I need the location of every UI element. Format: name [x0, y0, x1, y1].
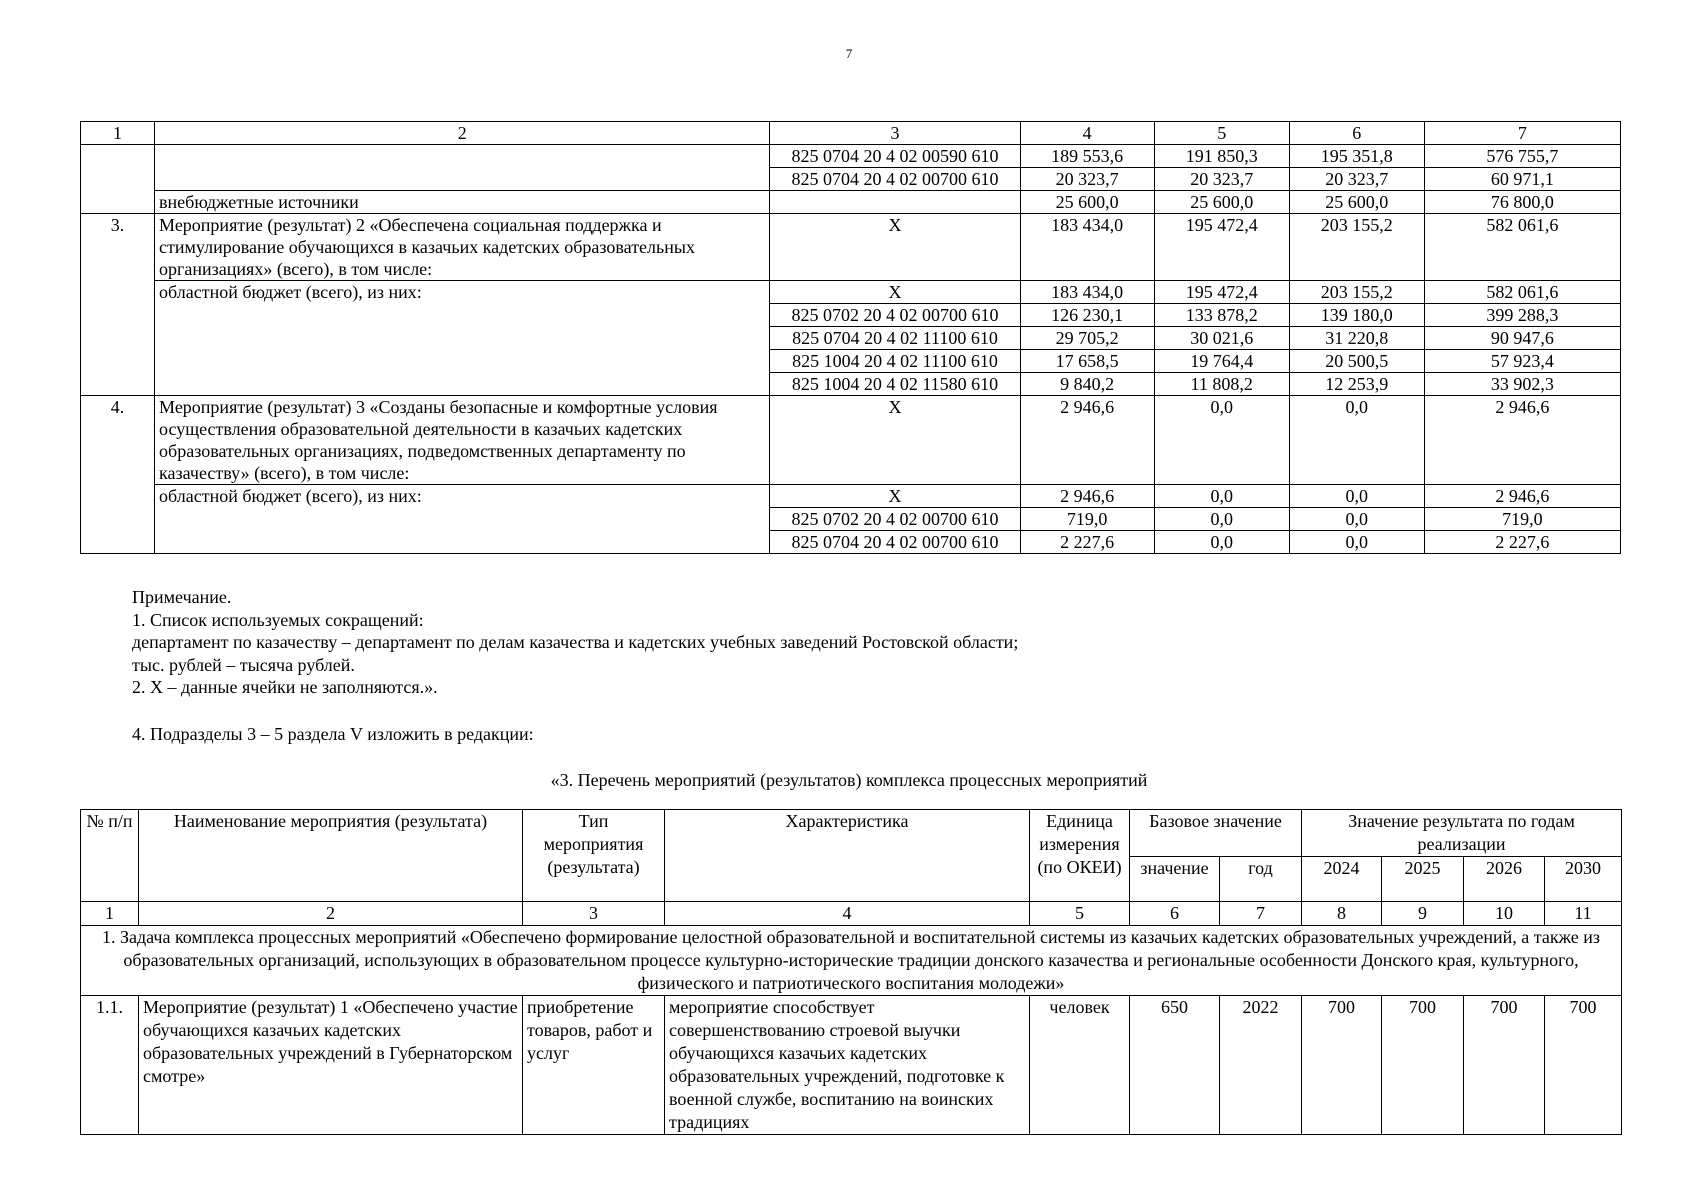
task-description: 1. Задача комплекса процессных мероприятий «Обеспечено формирование целостной образовательной и воспитательной системы из казачьих кадетских образовательных учреждений, а также из образовательных организаций, использующих в образовательном процессе культурно-исторические традиции донского казачества и региональные особенности Донского края, культурного, физического и патриотического воспитания молодежи»: [81, 926, 1622, 996]
cell-value: 60 971,1: [1424, 168, 1620, 191]
note-line: 1. Список используемых сокращений:: [132, 609, 424, 630]
table-row: [81, 485, 1621, 508]
table-row: [81, 281, 1621, 304]
col-header-year: 2024: [1302, 857, 1382, 902]
col-header-type: Тип мероприятия (результата): [523, 810, 665, 902]
col-number: 4: [665, 902, 1030, 926]
cell-value: 17 658,5: [1020, 350, 1154, 373]
col-number: 11: [1545, 902, 1622, 926]
cell-value-2025: 700: [1382, 996, 1464, 1135]
table-row: [81, 191, 1621, 214]
col-number: 3: [523, 902, 665, 926]
cell-value: 195 472,4: [1154, 214, 1289, 281]
cell-value: 0,0: [1154, 485, 1289, 508]
cell-value: 2 227,6: [1424, 531, 1620, 554]
cell-value: 126 230,1: [1020, 304, 1154, 327]
col-header-num: № п/п: [81, 810, 139, 902]
cell-value: 189 553,6: [1020, 145, 1154, 168]
cell-value: 0,0: [1154, 508, 1289, 531]
cell-value: 30 021,6: [1154, 327, 1289, 350]
col-header-unit: Единица измерения (по ОКЕИ): [1030, 810, 1130, 902]
col-header-year: 2025: [1382, 857, 1464, 902]
cell-value: 0,0: [1289, 396, 1424, 485]
cell-name: Мероприятие (результат) 3 «Созданы безопасные и комфортные условия осуществления образовательной деятельности в казачьих кадетских образовательных организациях, подведомственных департаменту по казачеству» (всего), в том числе:: [155, 396, 770, 485]
col-header-characteristic: Характеристика: [665, 810, 1030, 902]
table-row: [81, 145, 1621, 168]
cell-code: X: [770, 214, 1020, 281]
col-header: 5: [1154, 122, 1289, 145]
cell-name: областной бюджет (всего), из них:: [155, 281, 770, 396]
cell-value: 0,0: [1289, 508, 1424, 531]
col-number: 9: [1382, 902, 1464, 926]
cell-value: 25 600,0: [1020, 191, 1154, 214]
cell-num: 1.1.: [81, 996, 139, 1135]
col-header-name: Наименование мероприятия (результата): [139, 810, 523, 902]
cell-name: внебюджетные источники: [155, 191, 770, 214]
cell-value: 25 600,0: [1289, 191, 1424, 214]
cell-value: 183 434,0: [1020, 281, 1154, 304]
col-header-base-value: значение: [1130, 857, 1220, 902]
col-header: 4: [1020, 122, 1154, 145]
cell-value: 20 323,7: [1154, 168, 1289, 191]
cell-value: 29 705,2: [1020, 327, 1154, 350]
cell-value: 203 155,2: [1289, 214, 1424, 281]
col-number: 5: [1030, 902, 1130, 926]
cell-code: 825 1004 20 4 02 11580 610: [770, 373, 1020, 396]
cell-code: X: [770, 485, 1020, 508]
column-number-row: [81, 902, 1622, 926]
cell-name: Мероприятие (результат) 1 «Обеспечено участие обучающихся казачьих кадетских образовательных учреждений в Губернаторском смотре»: [139, 996, 523, 1135]
col-number: 8: [1302, 902, 1382, 926]
cell-value: 183 434,0: [1020, 214, 1154, 281]
cell-value: 20 323,7: [1289, 168, 1424, 191]
col-header-year: 2026: [1464, 857, 1545, 902]
cell-value: 25 600,0: [1154, 191, 1289, 214]
cell-code: [770, 191, 1020, 214]
table-row: [81, 214, 1621, 281]
table-row: [81, 996, 1622, 1135]
section-title: «3. Перечень мероприятий (результатов) комплекса процессных мероприятий: [550, 770, 1148, 790]
notes: [132, 585, 1018, 698]
cell-value: 12 253,9: [1289, 373, 1424, 396]
cell-value: 2 946,6: [1424, 396, 1620, 485]
cell-code: X: [770, 281, 1020, 304]
cell-value: 76 800,0: [1424, 191, 1620, 214]
cell-characteristic: мероприятие способствует совершенствованию строевой выучки обучающихся казачьих кадетских образовательных учреждений, подготовке к военной службе, воспитанию на воинских традициях: [665, 996, 1030, 1135]
cell-value: 2 946,6: [1020, 485, 1154, 508]
cell-code: X: [770, 396, 1020, 485]
cell-value: 19 764,4: [1154, 350, 1289, 373]
cell-value: 195 351,8: [1289, 145, 1424, 168]
table-header-row: [81, 122, 1621, 145]
col-header-result: Значение результата по годам реализации: [1302, 810, 1622, 857]
cell-value: 20 500,5: [1289, 350, 1424, 373]
cell-base-year: 2022: [1220, 996, 1302, 1135]
cell-code: 825 0702 20 4 02 00700 610: [770, 304, 1020, 327]
cell-value-2026: 700: [1464, 996, 1545, 1135]
measures-table: [80, 809, 1622, 1135]
col-number: 2: [139, 902, 523, 926]
table-row: [81, 396, 1621, 485]
financing-table: [80, 121, 1621, 554]
col-number: 6: [1130, 902, 1220, 926]
cell-code: 825 0702 20 4 02 00700 610: [770, 508, 1020, 531]
cell-value: 191 850,3: [1154, 145, 1289, 168]
cell-code: 825 0704 20 4 02 00590 610: [770, 145, 1020, 168]
note-line: Примечание.: [132, 587, 232, 607]
page-number: 7: [845, 46, 853, 61]
cell-value: 576 755,7: [1424, 145, 1620, 168]
note-line: департамент по казачеству – департамент по делам казачества и кадетских учебных заведений Ростовской области;: [132, 632, 1019, 652]
cell-value: 139 180,0: [1289, 304, 1424, 327]
amendment-paragraph: 4. Подразделы 3 – 5 раздела V изложить в редакции:: [132, 724, 534, 744]
cell-value: 33 902,3: [1424, 373, 1620, 396]
cell-code: 825 1004 20 4 02 11100 610: [770, 350, 1020, 373]
cell-value: 9 840,2: [1020, 373, 1154, 396]
cell-value: 0,0: [1289, 531, 1424, 554]
cell-value: 399 288,3: [1424, 304, 1620, 327]
cell-value: 582 061,6: [1424, 281, 1620, 304]
cell-value: 0,0: [1154, 531, 1289, 554]
cell-unit: человек: [1030, 996, 1130, 1135]
col-header: 6: [1289, 122, 1424, 145]
col-header: 1: [81, 122, 155, 145]
cell-value: 133 878,2: [1154, 304, 1289, 327]
cell-value: 11 808,2: [1154, 373, 1289, 396]
task-row: [81, 926, 1622, 996]
cell-value: 719,0: [1424, 508, 1620, 531]
cell-value: 57 923,4: [1424, 350, 1620, 373]
cell-value: 0,0: [1154, 396, 1289, 485]
cell-value: 582 061,6: [1424, 214, 1620, 281]
cell-code: 825 0704 20 4 02 11100 610: [770, 327, 1020, 350]
cell-value: 0,0: [1289, 485, 1424, 508]
note-line: 2. X – данные ячейки не заполняются.».: [132, 677, 438, 697]
cell-value: 2 227,6: [1020, 531, 1154, 554]
col-header-base: Базовое значение: [1130, 810, 1302, 857]
table-header-row: [81, 810, 1622, 857]
cell-value: 31 220,8: [1289, 327, 1424, 350]
col-number: 1: [81, 902, 139, 926]
cell-num: 4.: [81, 396, 155, 554]
cell-value: 203 155,2: [1289, 281, 1424, 304]
cell-value: 20 323,7: [1020, 168, 1154, 191]
note-line: тыс. рублей – тысяча рублей.: [132, 654, 355, 675]
cell-name: областной бюджет (всего), из них:: [155, 485, 770, 554]
cell-code: 825 0704 20 4 02 00700 610: [770, 531, 1020, 554]
col-number: 10: [1464, 902, 1545, 926]
col-header: 3: [770, 122, 1020, 145]
col-number: 7: [1220, 902, 1302, 926]
cell-name: [155, 145, 770, 191]
cell-num: 3.: [81, 214, 155, 396]
cell-value: 2 946,6: [1020, 396, 1154, 485]
col-header-year: 2030: [1545, 857, 1622, 902]
cell-name: Мероприятие (результат) 2 «Обеспечена социальная поддержка и стимулирование обучающихся в казачьих кадетских образовательных организациях» (всего), в том числе:: [155, 214, 770, 281]
cell-type: приобретение товаров, работ и услуг: [523, 996, 665, 1135]
col-header: 7: [1424, 122, 1620, 145]
cell-value: 90 947,6: [1424, 327, 1620, 350]
cell-value: 195 472,4: [1154, 281, 1289, 304]
cell-value: 2 946,6: [1424, 485, 1620, 508]
cell-num: [81, 145, 155, 214]
cell-value-2024: 700: [1302, 996, 1382, 1135]
cell-value-2030: 700: [1545, 996, 1622, 1135]
col-header: 2: [155, 122, 770, 145]
cell-base-value: 650: [1130, 996, 1220, 1135]
col-header-base-year: год: [1220, 857, 1302, 902]
cell-code: 825 0704 20 4 02 00700 610: [770, 168, 1020, 191]
cell-value: 719,0: [1020, 508, 1154, 531]
